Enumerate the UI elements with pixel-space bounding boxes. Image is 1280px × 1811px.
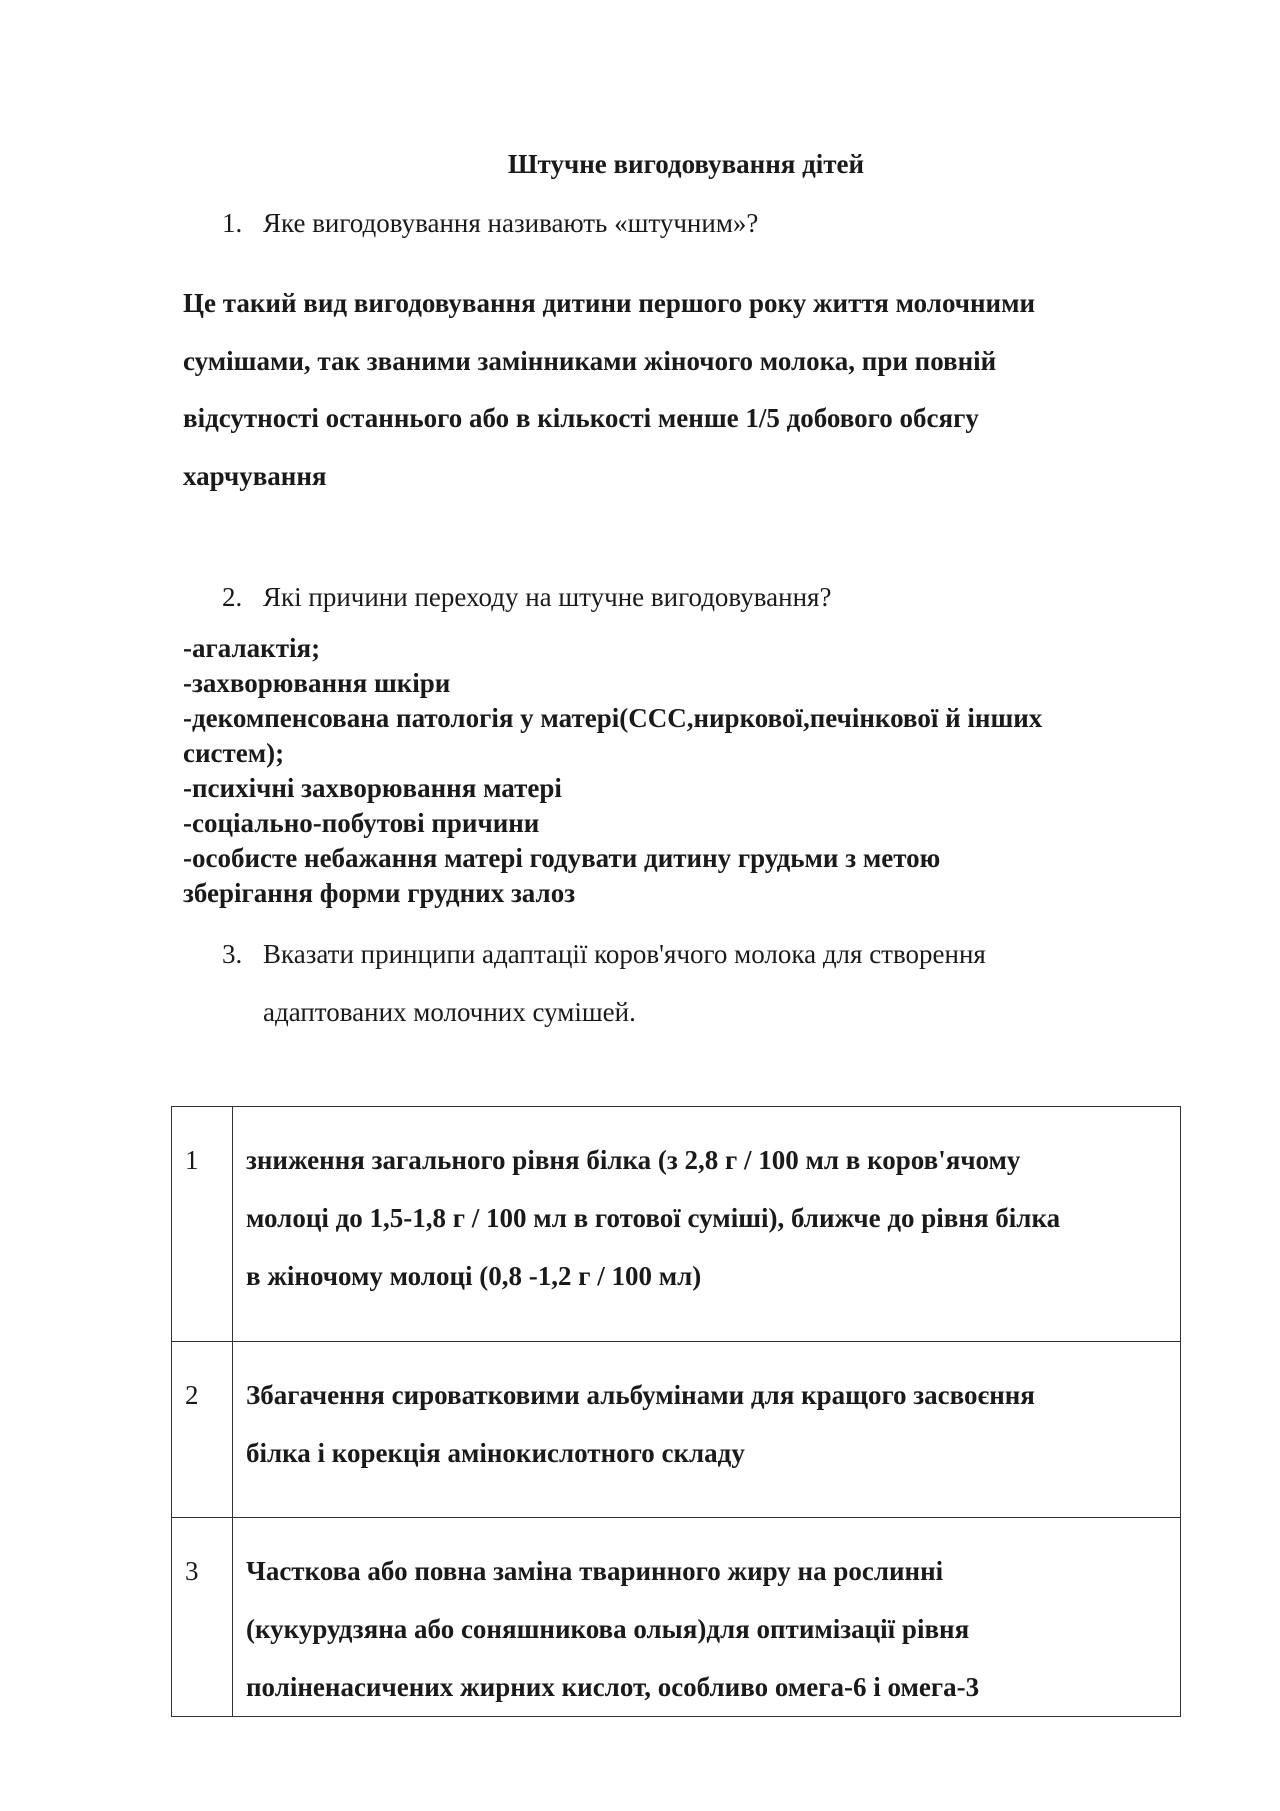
question-text-line: Вказати принципи адаптації коров'ячого молока для створення [263,939,986,969]
row-text-cell [233,1342,1181,1518]
list-item: -особисте небажання матері годувати дитину грудьми з метою [183,843,941,873]
principles-table [171,1106,1181,1717]
answer-line: харчування [183,460,327,491]
cell-line: білка і корекція амінокислотного складу [246,1438,745,1468]
question-number: 2. [222,582,243,612]
row-number-cell [172,1342,233,1518]
question-number: 3. [222,939,243,969]
row-number-cell [172,1518,233,1717]
cell-line: поліненасичених жирних кислот, особливо омега-6 і омега-3 [246,1672,980,1702]
row-number: 1 [185,1145,199,1175]
answer-line: сумішами, так званими замінниками жіночого молока, при повній [183,345,997,376]
row-text-cell [233,1518,1181,1717]
table-row [172,1342,1181,1518]
cell-line: зниження загального рівня білка (з 2,8 г / 100 мл в коров'ячому [246,1145,1021,1175]
cell-line: в жіночому молоці (0,8 -1,2 г / 100 мл) [246,1261,702,1291]
list-item: -декомпенсована патологія у матері(ССС,ниркової,печінкової й інших [183,703,1043,733]
answer-line: Це такий вид вигодовування дитини першого року життя молочними [183,288,1036,318]
list-item: -захворювання шкіри [183,668,451,698]
table-row [172,1518,1181,1717]
row-number: 3 [185,1556,199,1586]
list-item: -психічні захворювання матері [183,773,562,803]
list-item: зберігання форми грудних залоз [183,878,576,908]
page-title: Штучне вигодовування дітей [507,149,865,179]
cell-line: Часткова або повна заміна тваринного жиру на рослинні [246,1556,944,1586]
cell-line: Збагачення сироватковими альбумінами для кращого засвоєння [246,1380,1035,1410]
list-item: систем); [183,738,285,768]
answer-line: відсутності останнього або в кількості менше 1/5 добового обсягу [183,403,979,433]
answer-1 [183,275,1035,505]
question-text: Які причини переходу на штучне вигодовування? [263,582,832,612]
question-text [263,925,986,1041]
question-number: 1. [222,208,243,238]
question-text-line: адаптованих молочних сумішей. [263,997,636,1027]
row-text-cell [233,1107,1181,1342]
row-number: 2 [185,1380,199,1410]
list-item: -соціально-побутові причини [183,808,540,838]
question-text: Яке вигодовування називають «штучним»? [263,208,759,238]
list-item: -агалактія; [183,633,321,663]
table-row [172,1107,1181,1342]
cell-line: молоці до 1,5-1,8 г / 100 мл в готової суміші), ближче до рівня білка [246,1203,1061,1233]
cell-line: (кукурудзяна або соняшникова олыя)для оптимізації рівня [246,1614,970,1644]
row-number-cell [172,1107,233,1342]
answer-2-list [183,631,1042,911]
